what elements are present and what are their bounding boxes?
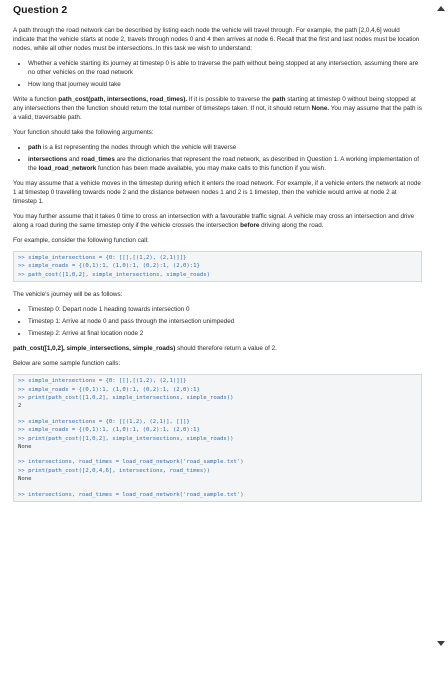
text-span: You may assume that the path is a valid, traversable path. xyxy=(13,105,422,121)
understand-list xyxy=(13,59,422,89)
arguments-intro: Your function should take the following arguments: xyxy=(13,129,154,136)
list-item: • Whether a vehicle starting its journey at timestep 0 is able to traverse the path without being stopped at any intersection, assuming there are no other vehicles on the road network xyxy=(28,59,422,77)
text-span: should therefore return a value of 2. xyxy=(175,345,277,353)
code-line: >> intersections, road_times = load_road_network('road_sample.txt') xyxy=(18,491,244,498)
scroll-up-arrow-icon[interactable] xyxy=(437,6,445,11)
text-span: are the dictionaries that represent the road network, as described in Question 1. A working implementation of the xyxy=(28,156,419,172)
arg-name: path xyxy=(28,144,42,151)
code-line: >> print(path_cost([2,0,4,6], intersections, road_times)) xyxy=(18,467,210,474)
journey-intro: The vehicle's journey will be as follows: xyxy=(13,291,123,299)
list-item xyxy=(28,155,422,173)
list-item: • How long that journey would take xyxy=(28,80,422,89)
text-span: If it is possible to traverse the xyxy=(187,96,273,103)
assumption-paragraph xyxy=(13,212,422,230)
example-intro: For example, consider the following function call: xyxy=(13,237,149,244)
code-line: >> simple_roads = {(0,1):1, (1,0):1, (0,2):1, (2,0):1} xyxy=(18,427,200,434)
code-block-example xyxy=(13,251,422,282)
function-call: path_cost([1,0,2], simple_intersections, simple_roads) xyxy=(13,345,176,353)
assumption-paragraph: You may assume that a vehicle moves in the timestep during which it enters the road network. For example, if a vehicle enters the network at node 1 at timestep 0 travelling towards node 2 and the distance between nodes 1 and 2 is 1 timestep, then the vehicle would arrive at node 2 at timestep 1. xyxy=(13,180,421,205)
intro-paragraph: A path through the road network can be described by listing each node the vehicle will travel through. For example, the path [2,0,4,6] would indicate that the vehicle starts at node 2, travels through nodes 0 and 4 then arrives at node 6. Recall that the first and last nodes must be location nodes, while all other nodes must be intersections. In this task we wish to understand: xyxy=(13,27,420,52)
code-line: >> simple_intersections = {0: [[(1,2), (2,1)], []]} xyxy=(18,418,190,425)
code-line: >> print(path_cost([1,0,2], simple_intersections, simple_roads)) xyxy=(18,435,234,442)
text-span: function has been made available, you may make calls to this function if you wish. xyxy=(96,165,326,172)
code-gap xyxy=(18,411,417,418)
code-output: 2 xyxy=(18,403,22,410)
list-item: • Timestep 1: Arrive at node 0 and pass through the intersection unimpeded xyxy=(28,317,422,326)
write-function-paragraph xyxy=(13,95,422,122)
code-gap xyxy=(18,484,417,491)
code-output: None xyxy=(18,444,32,451)
function-signature: path_cost(path, intersections, road_times). xyxy=(58,96,188,103)
arg-name: intersections xyxy=(28,156,68,163)
code-line: >> simple_roads = {(0,1):1, (1,0):1, (0,2):1, (2,0):1} xyxy=(18,263,200,270)
list-item: • Timestep 2: Arrive at final location node 2 xyxy=(28,329,422,338)
text-span: is a list representing the nodes through which the vehicle will traverse xyxy=(41,144,237,151)
emphasis: before xyxy=(240,222,260,229)
samples-intro: Below are some sample function calls: xyxy=(13,360,121,368)
text-span: driving along the road. xyxy=(259,222,324,229)
text-span: You may further assume that it takes 0 time to cross an intersection with a favourable traffic signal. A vehicle may cross an intersection and drive along a road during the same timestep only if the vehicle crosses the intersection xyxy=(13,213,415,229)
return-statement xyxy=(13,344,422,353)
code-line: >> path_cost([1,0,2], simple_intersections, simple_roads) xyxy=(18,271,210,278)
text-span: Write a function xyxy=(13,96,59,103)
code-block-samples xyxy=(13,374,422,502)
scroll-down-arrow-icon[interactable] xyxy=(437,641,445,646)
code-line: >> simple_intersections = {0: [[],[(1,2), (2,1)]]} xyxy=(18,378,187,385)
text-span: and xyxy=(67,156,82,163)
code-line: >> intersections, road_times = load_road_network('road_sample.txt') xyxy=(18,459,244,466)
journey-list xyxy=(13,305,422,338)
arg-name: road_times xyxy=(81,156,115,163)
code-output: None xyxy=(18,476,32,483)
code-line: >> simple_intersections = {0: [[],[(1,2), (2,1)]]} xyxy=(18,255,187,261)
arguments-list xyxy=(13,143,422,173)
list-item: • Timestep 0: Depart node 1 heading towards intersection 0 xyxy=(28,305,422,314)
function-name: load_road_network xyxy=(38,165,97,172)
path-term: path xyxy=(272,96,286,103)
list-item xyxy=(28,143,422,152)
code-line: >> simple_roads = {(0,1):1, (1,0):1, (0,2):1, (2,0):1} xyxy=(18,386,200,393)
vertical-scrollbar[interactable] xyxy=(434,0,448,686)
none-term: None. xyxy=(311,105,330,112)
text-span: starting at timestep 0 without being stopped at any intersections then the function should return the total number of timesteps taken. If not, it should return xyxy=(13,96,416,112)
code-line: >> print(path_cost([1,0,2], simple_intersections, simple_roads)) xyxy=(18,395,234,402)
code-gap xyxy=(18,451,417,458)
question-title: Question 2 xyxy=(13,4,68,16)
